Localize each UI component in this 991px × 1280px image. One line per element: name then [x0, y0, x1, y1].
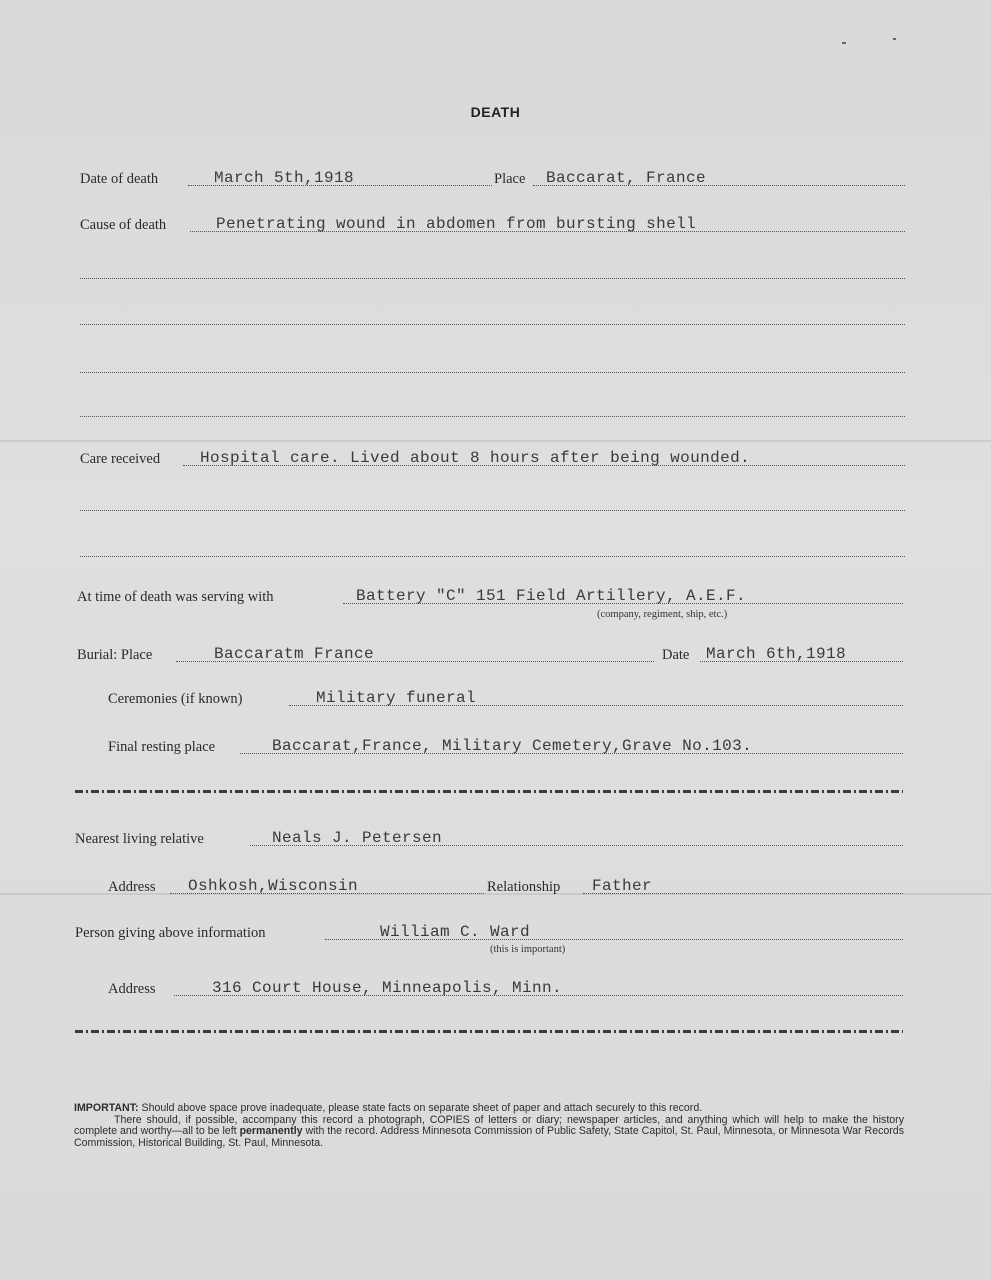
section-divider — [75, 790, 903, 793]
instructions-emphasis: permanently — [239, 1125, 303, 1137]
nearest-relative-label: Nearest living relative — [75, 831, 204, 847]
blank-line — [80, 416, 905, 417]
final-resting-place-label: Final resting place — [108, 739, 216, 755]
relative-address-row — [0, 874, 991, 900]
blank-line — [80, 372, 905, 373]
informant-row — [0, 920, 991, 946]
final-resting-place-value: Baccarat,France, Military Cemetery,Grave No.103. — [272, 737, 753, 755]
burial-place-value: Baccaratm France — [214, 645, 375, 663]
relationship-label: Relationship — [487, 879, 561, 895]
cause-of-death-value: Penetrating wound in abdomen from bursting shell — [216, 215, 697, 233]
instructions-paragraph — [74, 1115, 904, 1150]
care-received-label: Care received — [80, 451, 161, 467]
cause-of-death-label: Cause of death — [80, 217, 167, 233]
care-received-row — [0, 446, 991, 472]
burial-date-label: Date — [662, 647, 690, 663]
informant-label: Person giving above information — [75, 925, 266, 941]
paper-speck — [893, 38, 896, 40]
serving-with-label: At time of death was serving with — [77, 589, 274, 605]
burial-row — [0, 642, 991, 668]
ceremonies-value: Military funeral — [316, 689, 477, 707]
serving-with-value: Battery "C" 151 Field Artillery, A.E.F. — [356, 587, 747, 605]
blank-line — [80, 324, 905, 325]
blank-line — [80, 556, 905, 557]
section-divider — [75, 1030, 903, 1033]
date-of-death-row — [0, 166, 991, 192]
relative-address-value: Oshkosh,Wisconsin — [188, 877, 359, 895]
final-resting-row — [0, 734, 991, 760]
relative-address-label: Address — [108, 879, 156, 895]
informant-address-row — [0, 976, 991, 1002]
date-of-death-value: March 5th,1918 — [214, 169, 355, 187]
nearest-relative-row — [0, 826, 991, 852]
paper-fold — [0, 440, 991, 442]
place-value: Baccarat, France — [546, 169, 707, 187]
informant-value: William C. Ward — [380, 923, 531, 941]
informant-address-label: Address — [108, 981, 156, 997]
nearest-relative-value: Neals J. Petersen — [272, 829, 443, 847]
cause-of-death-row — [0, 212, 991, 238]
burial-date-value: March 6th,1918 — [706, 645, 847, 663]
relationship-value: Father — [592, 877, 653, 895]
burial-place-label: Burial: Place — [77, 647, 153, 663]
blank-line — [80, 278, 905, 279]
informant-address-value: 316 Court House, Minneapolis, Minn. — [212, 979, 563, 997]
important-text: Should above space prove inadequate, please state facts on separate sheet of paper and attach securely to this record. — [141, 1102, 703, 1114]
footer-notes — [74, 1103, 904, 1149]
instructions-text-end: with the record. Address Minnesota Commission of Public Safety, State Capitol, St. Paul, Minnesota, or Minnesota War Records Commission, Historical Building, St. Paul, Minnesota. — [74, 1125, 904, 1149]
date-of-death-label: Date of death — [80, 171, 159, 187]
instructions-text-start: There should, if possible, accompany this record a photograph, COPIES of letters or diary; newspaper articles, and anything which will help to make the history complete and worthy—all to be left — [74, 1113, 904, 1137]
blank-line — [80, 510, 905, 511]
place-label: Place — [494, 171, 526, 187]
informant-hint: (this is important) — [490, 944, 566, 955]
page-title: DEATH — [470, 104, 521, 120]
care-received-value: Hospital care. Lived about 8 hours after being wounded. — [200, 449, 751, 467]
ceremonies-row — [0, 686, 991, 712]
important-label: IMPORTANT: — [74, 1102, 139, 1114]
serving-with-hint: (company, regiment, ship, etc.) — [597, 609, 728, 620]
ceremonies-label: Ceremonies (if known) — [108, 691, 243, 707]
serving-with-row — [0, 584, 991, 610]
paper-speck — [842, 42, 846, 44]
